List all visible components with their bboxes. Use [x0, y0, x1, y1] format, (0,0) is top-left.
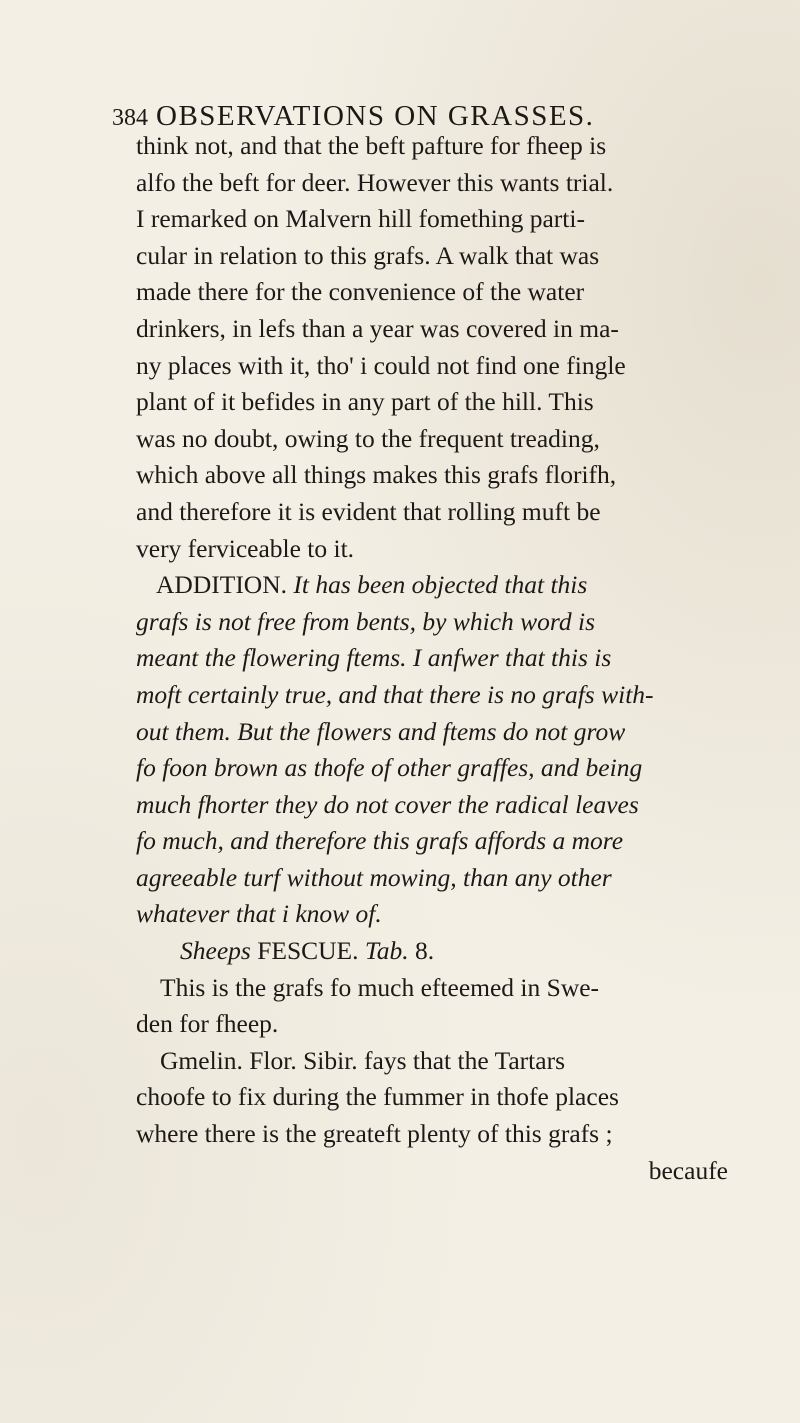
addition-label: ADDITION. [156, 570, 288, 600]
section-title-italic: Sheeps [180, 936, 251, 966]
text-line: was no doubt, owing to the frequent treading, [136, 423, 600, 453]
addition-line: grafs is not free from bents, by which word is [136, 606, 595, 636]
running-title: OBSERVATIONS ON GRASSES. [156, 100, 595, 132]
section-heading [136, 933, 736, 970]
text-line: This is the grafs fo much efteemed in Swe- [160, 972, 600, 1002]
text-line: ny places with it, tho' i could not find one fingle [136, 350, 626, 380]
addition-first-line [136, 567, 736, 604]
catchword: becaufe [648, 1155, 728, 1185]
page-body [136, 128, 736, 1189]
text-line: plant of it befides in any part of the hill. This [136, 387, 594, 417]
page-number: 384 [112, 105, 148, 131]
addition-line: much fhorter they do not cover the radical leaves [136, 789, 639, 819]
text-line: think not, and that the beft pafture for fheep is [136, 131, 607, 160]
addition-line: agreeable turf without mowing, than any other [136, 862, 612, 892]
plate-number: 8. [414, 936, 435, 966]
addition-line: whatever that i know of. [136, 899, 382, 929]
addition-line: fo much, and therefore this grafs affords a more [136, 826, 624, 856]
text-line: Gmelin. Flor. Sibir. fays that the Tartars [160, 1045, 565, 1075]
addition-line: out them. But the flowers and ftems do not grow [136, 716, 626, 746]
text-line: which above all things makes this grafs florifh, [136, 460, 617, 490]
addition-text: It has been objected that this [293, 570, 588, 600]
plate-reference: Tab. [364, 936, 409, 966]
addition-line: fo foon brown as thofe of other graffes, and being [136, 753, 643, 783]
text-line: and therefore it is evident that rolling muft be [136, 496, 601, 526]
text-line: cular in relation to this grafs. A walk that was [136, 240, 600, 270]
text-line: den for fheep. [136, 1009, 279, 1039]
text-line: I remarked on Malvern hill fomething parti- [136, 204, 585, 234]
text-line: choofe to fix during the fummer in thofe places [136, 1082, 619, 1112]
section-title-caps: FESCUE. [257, 936, 359, 966]
text-line: very ferviceable to it. [136, 533, 355, 563]
text-line: made there for the convenience of the water [136, 277, 585, 307]
text-line: drinkers, in lefs than a year was covered in ma- [136, 313, 619, 343]
text-line: alfo the beft for deer. However this wants trial. [136, 167, 614, 197]
addition-line: moft certainly true, and that there is no grafs with- [136, 679, 654, 709]
text-line: where there is the greateft plenty of this grafs ; [136, 1119, 613, 1149]
addition-line: meant the flowering ftems. I anfwer that this is [136, 643, 612, 673]
